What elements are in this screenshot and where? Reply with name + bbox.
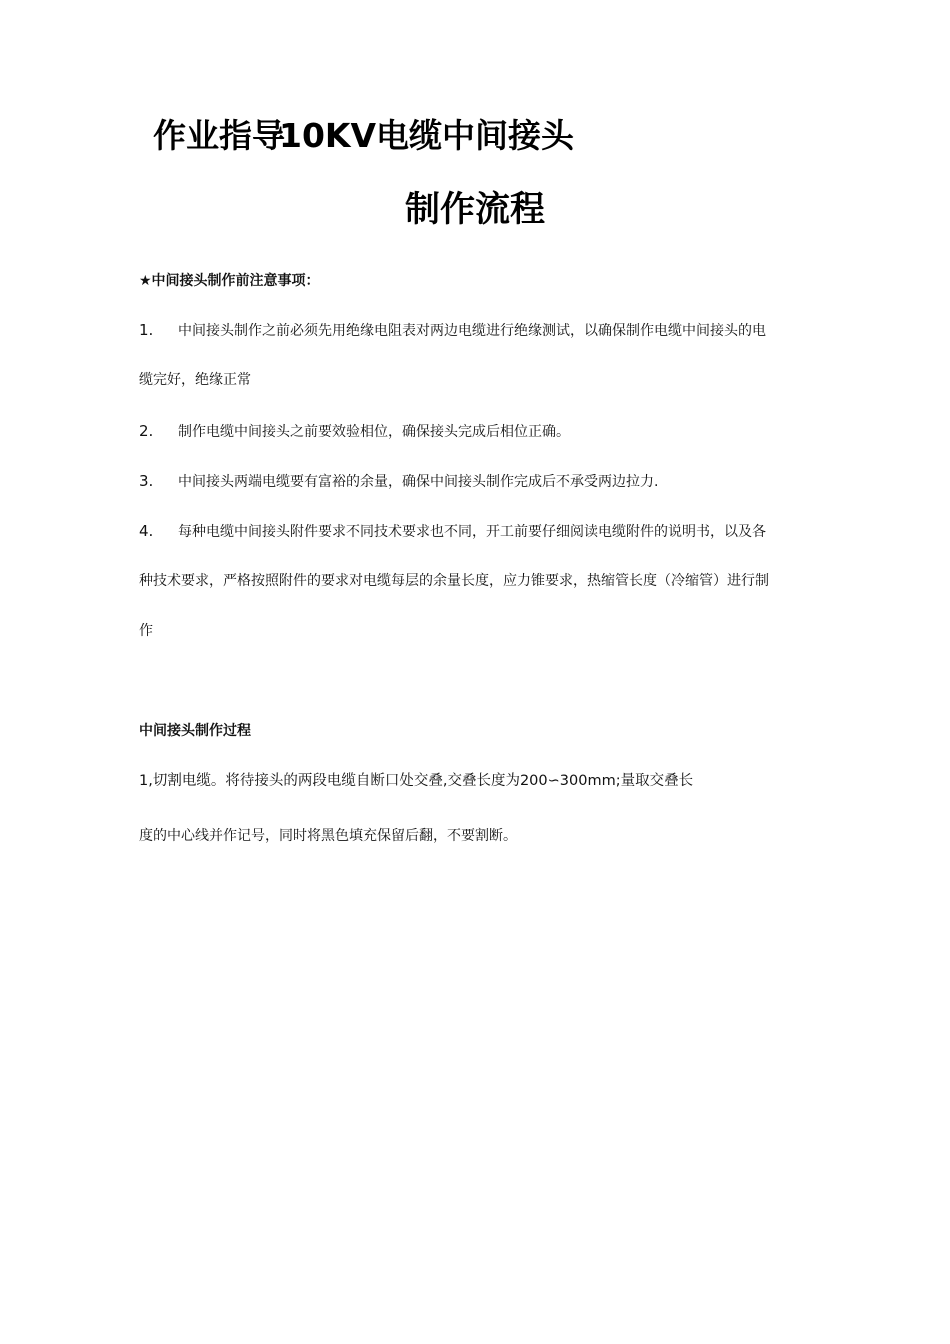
notice-item-4-continued: 作 [139, 623, 153, 639]
document-title [153, 110, 574, 157]
notice-text: 制作电缆中间接头之前要效验相位，确保接头完成后相位正确。 [178, 424, 570, 440]
notice-text: 每种电缆中间接头附件要求不同技术要求也不同，开工前要仔细阅读电缆附件的说明书，以及各 [178, 524, 766, 540]
process-step-1: 1,切割电缆。将待接头的两段电缆自断口处交叠,交叠长度为200∽300mm;量取交叠长 [139, 773, 694, 789]
notice-item-1-continued: 缆完好，绝缘正常 [139, 372, 251, 388]
notice-text: 中间接头制作之前必须先用绝缘电阻表对两边电缆进行绝缘测试，以确保制作电缆中间接头的电 [178, 323, 766, 339]
document-subtitle: 制作流程 [404, 190, 545, 230]
notice-item-3 [139, 471, 658, 492]
notice-number: 1. [139, 321, 154, 339]
process-heading: 中间接头制作过程 [139, 723, 251, 739]
title-main: 10KV电缆中间接头 [279, 116, 575, 155]
notice-number: 2. [139, 422, 154, 440]
notice-item-2 [139, 421, 570, 442]
notice-heading: ★中间接头制作前注意事项： [139, 273, 320, 289]
notice-item-1 [139, 320, 766, 341]
process-step-1-continued: 度的中心线并作记号，同时将黑色填充保留后翻，不要割断。 [139, 828, 517, 844]
notice-number: 3. [139, 472, 154, 490]
notice-number: 4. [139, 522, 154, 540]
title-prefix: 作业指导 [153, 116, 285, 155]
notice-item-4 [139, 521, 766, 542]
notice-text: 中间接头两端电缆要有富裕的余量，确保中间接头制作完成后不承受两边拉力. [178, 474, 659, 490]
notice-item-4-continued: 种技术要求，严格按照附件的要求对电缆每层的余量长度，应力锥要求，热缩管长度（冷缩管）进行制 [139, 573, 769, 589]
